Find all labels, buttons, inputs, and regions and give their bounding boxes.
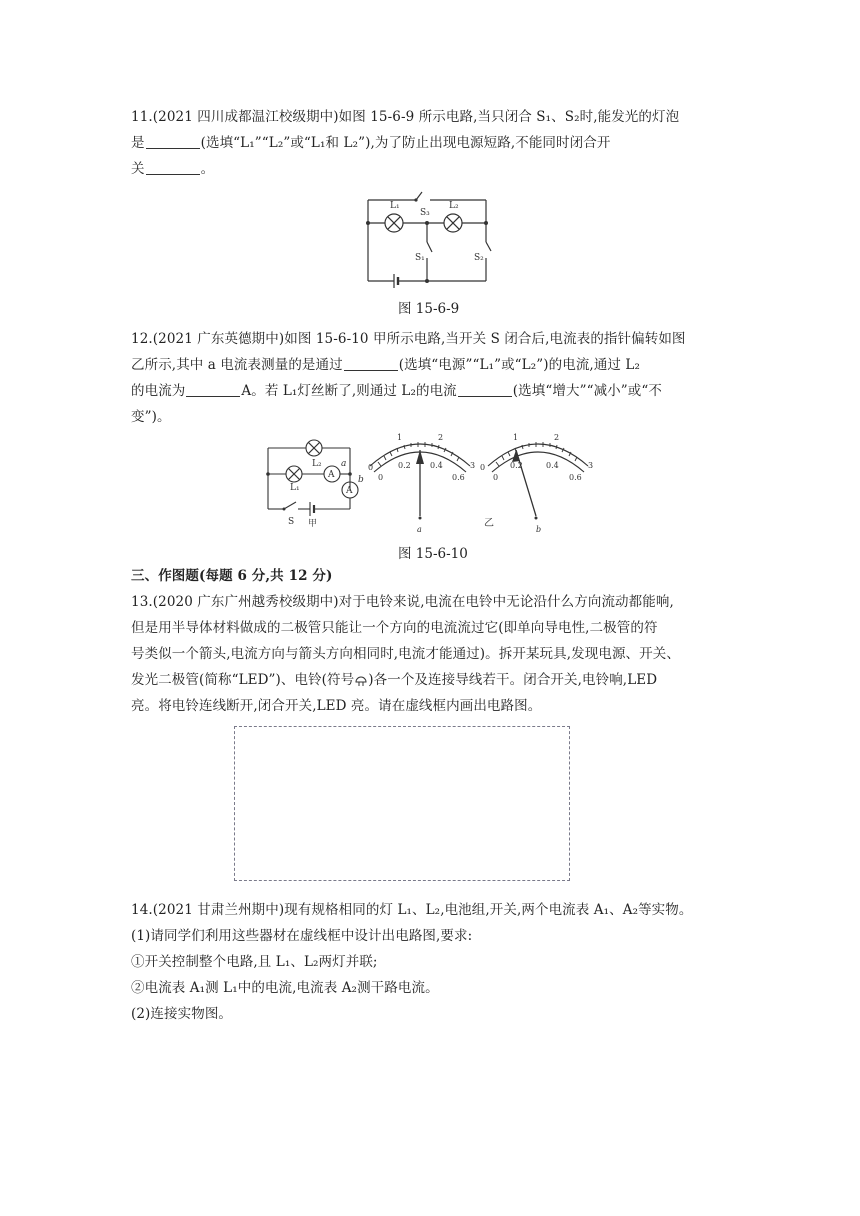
label-L1: L₁ (290, 483, 300, 493)
meter-b-bottom-0: 0 (493, 473, 499, 482)
q12-line-3-start: 的电流为 (131, 383, 186, 399)
q13-line-3: 号类似一个箭头,电流方向与箭头方向相同时,电流才能通过)。拆开某玩具,发现电源、开关、 (131, 646, 680, 662)
meter-a-bottom-0: 0 (378, 473, 384, 482)
q14-line-4: ②电流表 A₁测 L₁中的电流,电流表 A₂测干路电流。 (131, 980, 439, 996)
label-L1: L₁ (390, 201, 400, 211)
q12-answer-blank-2[interactable] (186, 382, 240, 397)
figure-caption-15-6-9: 图 15-6-9 (398, 301, 460, 317)
label-yi: 乙 (484, 518, 494, 529)
label-S2: S₂ (474, 253, 484, 263)
q11-line-3-start: 关 (131, 161, 145, 177)
meter-label-b: b (536, 525, 542, 532)
label-b: b (358, 475, 364, 485)
q12-line-3-end: (选填“增大”“减小”或“不 (512, 383, 662, 399)
q11-line-1: 11.(2021 四川成都温江校级期中)如图 15-6-9 所示电路,当只闭合 S₁、S₂时,能发光的灯泡 (131, 109, 680, 125)
ammeter-b-symbol: A (346, 486, 353, 496)
q14-line-1: 14.(2021 甘肃兰州期中)现有规格相同的灯 L₁、L₂,电池组,开关,两个电流表 A₁、A₂等实物。 (131, 902, 693, 918)
meter-a-bottom-02: 0.2 (398, 461, 411, 470)
meter-b-top-3: 3 (588, 461, 594, 470)
ammeter-a-symbol: A (328, 470, 335, 480)
meter-a-top-3: 3 (470, 461, 476, 470)
q12-line-4: 变”)。 (131, 409, 171, 425)
q13-line-5: 亮。将电铃连线断开,闭合开关,LED 亮。请在虚线框内画出电路图。 (131, 698, 542, 714)
section-3-heading: 三、作图题(每题 6 分,共 12 分) (131, 568, 333, 584)
label-S3: S₃ (420, 208, 430, 218)
answer-drawing-box[interactable] (234, 726, 570, 881)
q14-line-2: (1)请同学们利用这些器材在虚线框中设计出电路图,要求: (131, 928, 473, 944)
meter-b-top-0: 0 (480, 463, 486, 472)
meter-a-top-2: 2 (438, 433, 444, 442)
meter-a-bottom-06: 0.6 (452, 473, 465, 482)
q11-line-2 (131, 133, 610, 153)
label-jia: 甲 (308, 519, 318, 529)
meter-label-a: a (417, 525, 422, 532)
q11-answer-blank-1[interactable] (146, 134, 200, 149)
meter-b-bottom-06: 0.6 (569, 473, 582, 482)
q14-line-3: ①开关控制整个电路,且 L₁、L₂两灯并联; (131, 954, 378, 970)
q11-line-2-rest: (选填“L₁”“L₂”或“L₁和 L₂”),为了防止出现电源短路,不能同时闭合开 (200, 135, 611, 151)
label-a: a (341, 459, 347, 469)
q11-line-3-end: 。 (200, 161, 215, 177)
q13-line-2: 但是用半导体材料做成的二极管只能让一个方向的电流流过它(即单向导电性,二极管的符 (131, 620, 658, 636)
bell-symbol-icon (354, 673, 368, 686)
figure-caption-15-6-10: 图 15-6-10 (398, 546, 468, 562)
meter-a-top-1: 1 (397, 433, 403, 442)
circuit-figure-15-6-10-jia (262, 436, 372, 530)
q13-line-4 (131, 670, 657, 690)
q13-line-1: 13.(2020 广东广州越秀校级期中)对于电铃来说,电流在电铃中无论沿什么方向流动都能响, (131, 594, 674, 610)
q11-line-2-start: 是 (131, 135, 145, 151)
q13-line-4-start: 发光二极管(简称“LED”)、电铃(符号 (131, 672, 355, 688)
q11-line-3 (131, 159, 214, 179)
label-S: S (288, 517, 295, 527)
meter-b-bottom-02: 0.2 (510, 461, 523, 470)
q12-line-2-rest: (选填“电源”“L₁”或“L₂”)的电流,通过 L₂ (398, 357, 640, 373)
meter-a-bottom-04: 0.4 (430, 461, 443, 470)
q14-line-5: (2)连接实物图。 (131, 1006, 233, 1022)
label-L2: L₂ (312, 459, 322, 469)
meter-a-top-0: 0 (368, 463, 374, 472)
q13-line-4-rest: )各一个及连接导线若干。闭合开关,电铃响,LED (368, 672, 658, 688)
q12-line-2-start: 乙所示,其中 a 电流表测量的是通过 (131, 357, 343, 373)
label-L2: L₂ (449, 201, 459, 211)
circuit-figure-15-6-9 (360, 184, 495, 288)
meter-b-top-1: 1 (513, 433, 519, 442)
q12-answer-blank-3[interactable] (458, 382, 512, 397)
q12-line-3-mid: A。若 L₁灯丝断了,则通过 L₂的电流 (241, 383, 457, 399)
q11-answer-blank-2[interactable] (146, 160, 200, 175)
meter-b-top-2: 2 (554, 433, 560, 442)
q12-answer-blank-1[interactable] (344, 356, 398, 371)
q12-line-2 (131, 355, 640, 375)
q12-line-3 (131, 381, 662, 401)
q12-line-1: 12.(2021 广东英德期中)如图 15-6-10 甲所示电路,当开关 S 闭合后,电流表的指针偏转如图 (131, 331, 686, 347)
label-S1: S₁ (415, 253, 425, 263)
meter-b-bottom-04: 0.4 (546, 461, 559, 470)
ammeter-dials-figure-15-6-10-yi (360, 428, 600, 532)
